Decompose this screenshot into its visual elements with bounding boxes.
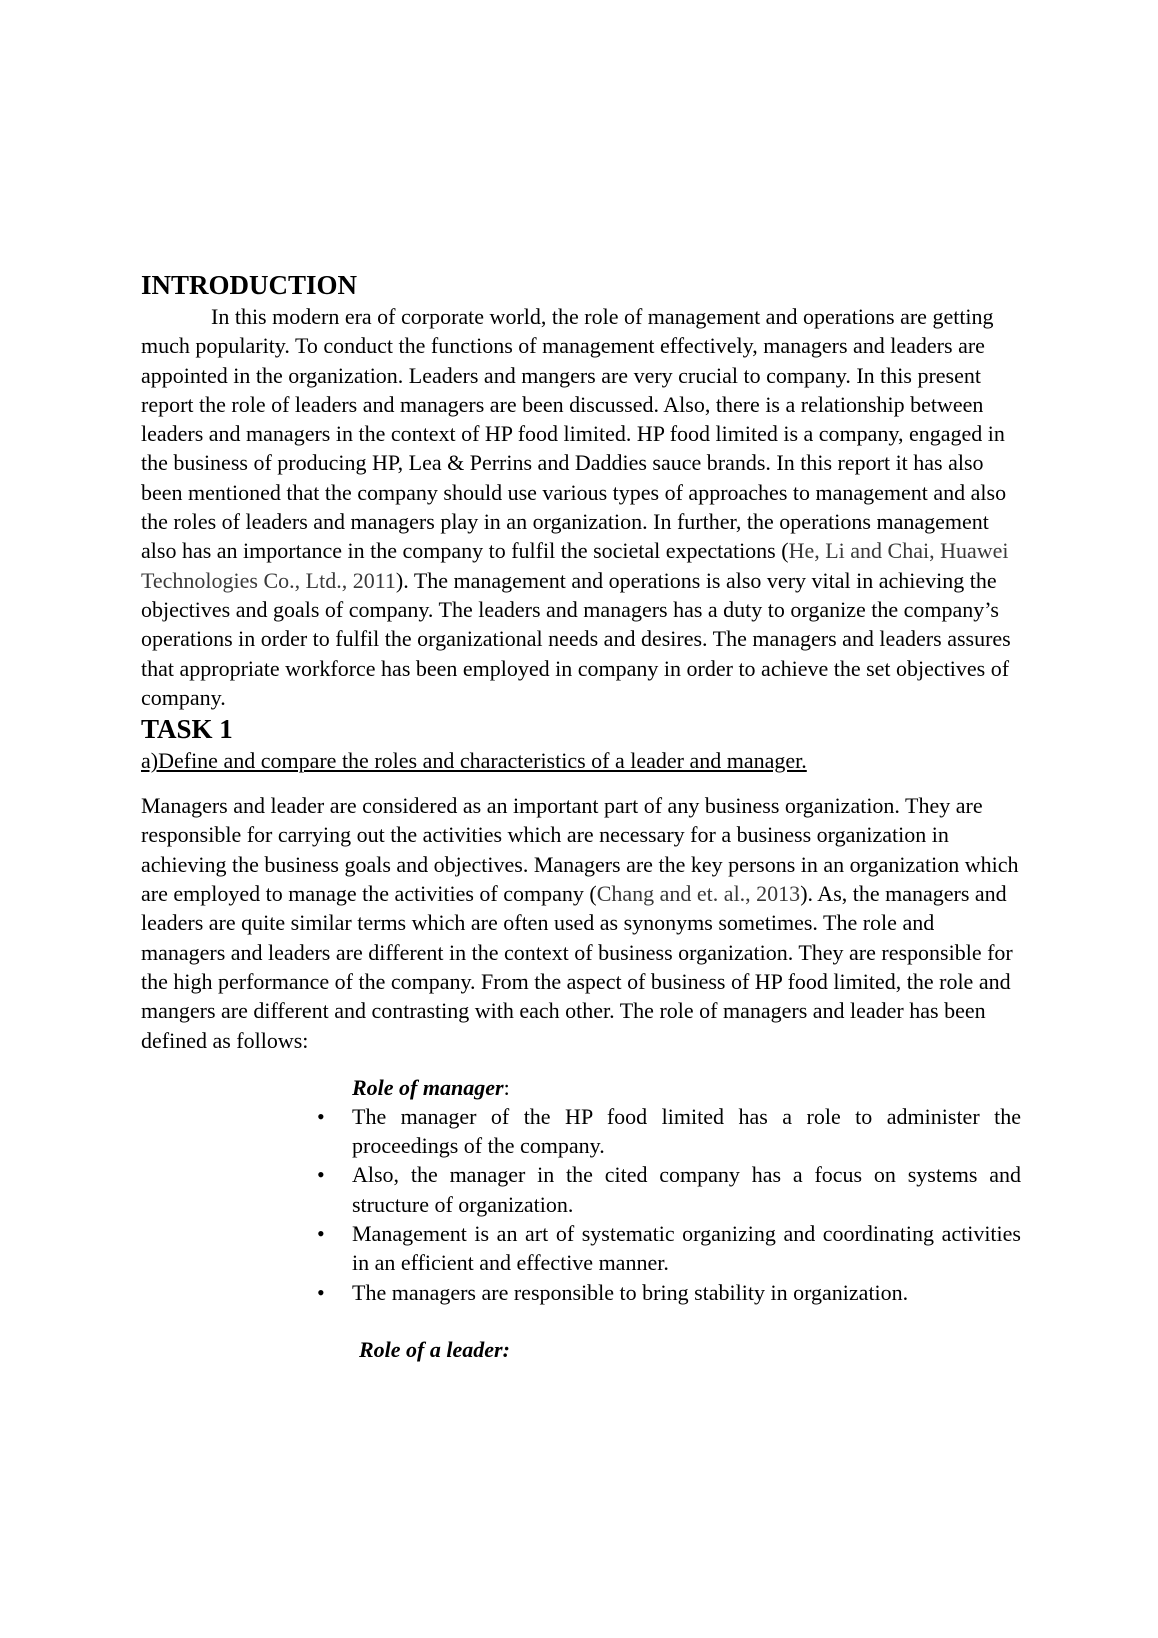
bullet-icon: • xyxy=(317,1162,325,1188)
list-item-text: The manager of the HP food limited has a role to administer the proceedings of the company. xyxy=(352,1103,1021,1159)
list-item xyxy=(317,1102,1021,1161)
bullet-icon: • xyxy=(317,1221,325,1247)
introduction-citation: He, Li and Chai, Huawei Technologies Co., Ltd., 2011 xyxy=(141,538,1009,593)
role-of-manager-title xyxy=(352,1073,1021,1102)
introduction-heading: INTRODUCTION xyxy=(141,270,358,300)
role-of-manager-list xyxy=(317,1102,1021,1307)
task-1-paragraph xyxy=(141,791,1021,1055)
task-1-subheading: a)Define and compare the roles and characteristics of a leader and manager. xyxy=(141,748,807,774)
bullet-icon: • xyxy=(317,1103,325,1129)
list-item-text: The managers are responsible to bring stability in organization. xyxy=(352,1279,909,1305)
task-1-citation: Chang and et. al., 2013 xyxy=(596,881,801,907)
list-item xyxy=(317,1219,1021,1278)
role-of-leader-title: Role of a leader: xyxy=(359,1336,510,1362)
bullet-icon: • xyxy=(317,1279,325,1305)
introduction-paragraph xyxy=(141,302,1021,712)
role-of-manager-title-text: Role of manager xyxy=(352,1074,504,1100)
list-item-text: Management is an art of systematic organizing and coordinating activities in an efficient and effective manner. xyxy=(352,1221,1021,1276)
list-item xyxy=(317,1278,1021,1307)
list-item-text: Also, the manager in the cited company has a focus on systems and structure of organization. xyxy=(352,1162,1021,1217)
list-item xyxy=(317,1160,1021,1219)
role-of-manager-section xyxy=(317,1073,1021,1364)
task-1-text-part-1: Managers and leader are considered as an important part of any business organization. They are responsible for carrying out the activities which are necessary for a business organization in achieving the business goals and objectives. Managers are the key persons in an organization which are employed to manage the activities of company ( xyxy=(141,793,1019,907)
task-1-text-part-2: ). As, the managers and leaders are quite similar terms which are often used as synonyms sometimes. The role and managers and leaders are different in the context of business organization. They are responsible for the high performance of the company. From the aspect of business of HP food limited, the role and mangers are different and contrasting with each other. The role of managers and leader has been defined as follows: xyxy=(141,881,1013,1053)
introduction-text-part-2: ). The management and operations is also very vital in achieving the objectives and goals of company. The leaders and managers has a duty to organize the company’s operations in order to fulfil the organizational needs and desires. The managers and leaders assures that appropriate workforce has been employed in company in order to achieve the set objectives of company. xyxy=(141,567,1011,710)
role-of-manager-title-colon: : xyxy=(503,1074,510,1100)
task-1-heading: TASK 1 xyxy=(141,714,233,745)
introduction-text-part-1: In this modern era of corporate world, the role of management and operations are getting much popularity. To conduct the functions of management effectively, managers and leaders are appointed in the organization. Leaders and mangers are very crucial to company. In this present report the role of leaders and managers are been discussed. Also, there is a relationship between leaders and managers in the context of HP food limited. HP food limited is a company, engaged in the business of producing HP, Lea & Perrins and Daddies sauce brands. In this report it has also been mentioned that the company should use various types of approaches to management and also the roles of leaders and managers play in an organization. In further, the operations management also has an importance in the company to fulfil the societal expectations ( xyxy=(141,304,1007,564)
document-page xyxy=(141,268,1021,1364)
